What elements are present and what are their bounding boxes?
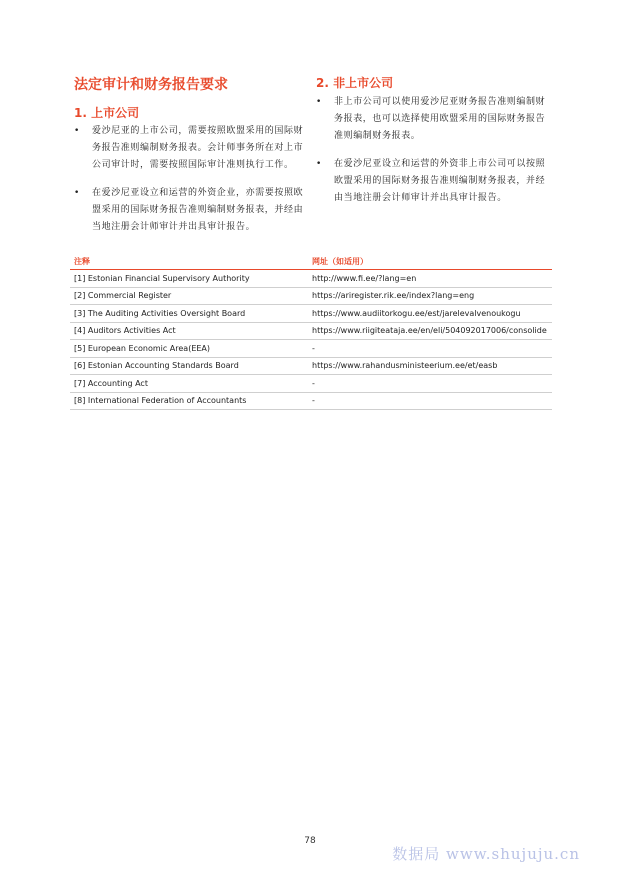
bullet-text: 在爱沙尼亚设立和运营的外资非上市公司可以按照欧盟采用的国际财务报告准则编制财务报表，并经由当地注册会计师审计并出具审计报告。 <box>334 159 546 203</box>
list-item <box>316 156 552 207</box>
table-row <box>70 340 552 358</box>
note-cell: [5] European Economic Area(EEA) <box>70 340 308 358</box>
bullet-icon: • <box>74 126 80 136</box>
unlisted-bullet-list <box>316 94 552 218</box>
table-row <box>70 375 552 393</box>
table-row <box>70 392 552 410</box>
notes-table <box>70 253 552 410</box>
listed-bullet-list <box>74 123 310 247</box>
note-cell: [7] Accounting Act <box>70 375 308 393</box>
url-link[interactable]: http://www.fi.ee/?lang=en <box>308 270 552 288</box>
note-cell: [2] Commercial Register <box>70 287 308 305</box>
table-row <box>70 287 552 305</box>
bullet-icon: • <box>316 159 322 169</box>
bullet-text: 爱沙尼亚的上市公司，需要按照欧盟采用的国际财务报告准则编制财务报表。会计师事务所在对上市公司审计时，需要按照国际审计准则执行工作。 <box>92 126 304 170</box>
url-cell: - <box>308 392 552 410</box>
bullet-text: 在爱沙尼亚设立和运营的外资企业，亦需要按照欧盟采用的国际财务报告准则编制财务报表，并经由当地注册会计师审计并出具审计报告。 <box>92 188 304 232</box>
note-cell: [6] Estonian Accounting Standards Board <box>70 357 308 375</box>
table-row <box>70 305 552 323</box>
list-item <box>74 123 310 174</box>
url-link[interactable]: https://www.audiitorkogu.ee/est/jarelevalvenoukogu <box>308 305 552 323</box>
unlisted-heading: 2. 非上市公司 <box>316 76 394 90</box>
url-cell: - <box>308 375 552 393</box>
url-link[interactable]: https://www.rahandusministeerium.ee/et/easb <box>308 357 552 375</box>
note-cell: [3] The Auditing Activities Oversight Board <box>70 305 308 323</box>
list-item <box>316 94 552 145</box>
table-header-row <box>70 253 552 270</box>
note-cell: [8] International Federation of Accountants <box>70 392 308 410</box>
table-row <box>70 270 552 288</box>
column-header-note: 注释 <box>70 253 308 270</box>
bullet-icon: • <box>74 188 80 198</box>
list-item <box>74 185 310 236</box>
column-header-url: 网址（如适用） <box>308 253 552 270</box>
page-title: 法定审计和财务报告要求 <box>74 77 228 93</box>
page-number: 78 <box>304 836 316 846</box>
table-row <box>70 322 552 340</box>
url-cell: - <box>308 340 552 358</box>
note-cell: [4] Auditors Activities Act <box>70 322 308 340</box>
watermark: 数据局 www.shujuju.cn <box>392 845 580 863</box>
url-link[interactable]: https://ariregister.rik.ee/index?lang=eng <box>308 287 552 305</box>
url-link[interactable]: https://www.riigiteataja.ee/en/eli/504092017006/consolide <box>308 322 552 340</box>
table-row <box>70 357 552 375</box>
listed-heading: 1. 上市公司 <box>74 106 140 120</box>
bullet-text: 非上市公司可以使用爱沙尼亚财务报告准则编制财务报表，也可以选择使用欧盟采用的国际财务报告准则编制财务报表。 <box>334 97 546 141</box>
bullet-icon: • <box>316 97 322 107</box>
note-cell: [1] Estonian Financial Supervisory Authority <box>70 270 308 288</box>
